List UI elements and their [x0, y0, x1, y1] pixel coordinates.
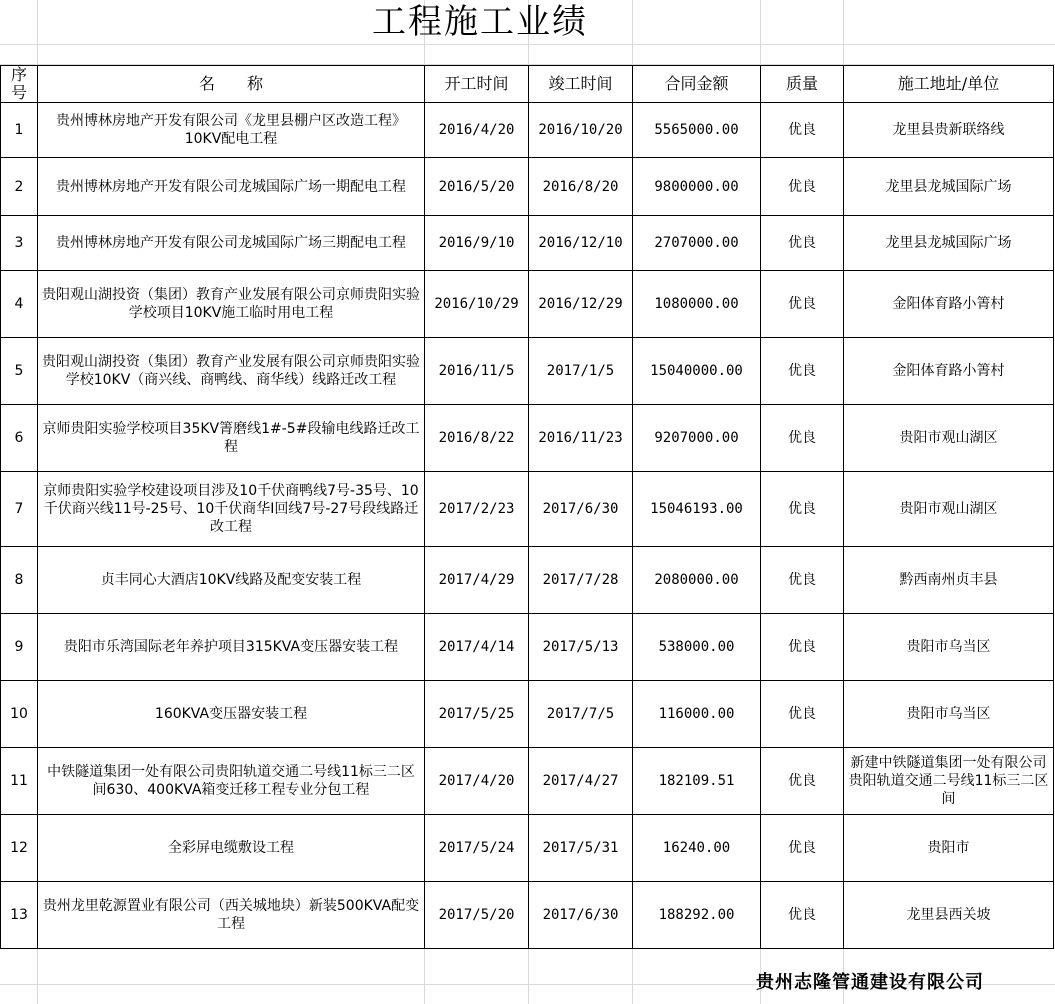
cell-name: 160KVA变压器安装工程: [38, 681, 425, 748]
cell-quality: 优良: [761, 103, 844, 158]
cell-amount: 15046193.00: [633, 472, 761, 547]
header-row: [1, 66, 1054, 103]
header-amount: 合同金额: [633, 66, 761, 103]
cell-location: 龙里县西关坡: [844, 882, 1054, 949]
table-row: [1, 271, 1054, 338]
cell-start: 2017/4/14: [425, 614, 529, 681]
cell-location: 贵阳市观山湖区: [844, 405, 1054, 472]
cell-no: 1: [1, 103, 38, 158]
table-row: [1, 103, 1054, 158]
cell-no: 3: [1, 216, 38, 271]
cell-location: 金阳体育路小箐村: [844, 271, 1054, 338]
cell-end: 2016/12/10: [529, 216, 633, 271]
table-row: [1, 405, 1054, 472]
table-row: [1, 547, 1054, 614]
cell-quality: 优良: [761, 405, 844, 472]
header-name: 名 称: [38, 66, 425, 103]
cell-name: 贵州龙里乾源置业有限公司（西关城地块）新装500KVA配变工程: [38, 882, 425, 949]
table-row: [1, 882, 1054, 949]
cell-quality: 优良: [761, 216, 844, 271]
cell-no: 10: [1, 681, 38, 748]
cell-location: 新建中铁隧道集团一处有限公司贵阳轨道交通二号线11标三二区间: [844, 748, 1054, 815]
cell-start: 2017/2/23: [425, 472, 529, 547]
company-signature: 贵州志隆管通建设有限公司: [756, 972, 984, 993]
header-quality: 质量: [761, 66, 844, 103]
cell-start: 2017/4/20: [425, 748, 529, 815]
header-no: 序号: [1, 66, 38, 103]
cell-quality: 优良: [761, 748, 844, 815]
cell-location: 贵阳市乌当区: [844, 614, 1054, 681]
cell-no: 6: [1, 405, 38, 472]
header-location: 施工地址/单位: [844, 66, 1054, 103]
table-row: [1, 158, 1054, 216]
cell-no: 4: [1, 271, 38, 338]
cell-no: 7: [1, 472, 38, 547]
cell-name: 贞丰同心大酒店10KV线路及配变安装工程: [38, 547, 425, 614]
cell-end: 2017/6/30: [529, 472, 633, 547]
cell-name: 全彩屏电缆敷设工程: [38, 815, 425, 882]
cell-amount: 9800000.00: [633, 158, 761, 216]
table-row: [1, 216, 1054, 271]
cell-end: 2017/4/27: [529, 748, 633, 815]
cell-end: 2016/11/23: [529, 405, 633, 472]
cell-name: 贵州博林房地产开发有限公司《龙里县棚户区改造工程》10KV配电工程: [38, 103, 425, 158]
cell-amount: 1080000.00: [633, 271, 761, 338]
cell-quality: 优良: [761, 158, 844, 216]
cell-location: 贵阳市乌当区: [844, 681, 1054, 748]
cell-quality: 优良: [761, 338, 844, 405]
table-row: [1, 748, 1054, 815]
cell-end: 2017/1/5: [529, 338, 633, 405]
cell-quality: 优良: [761, 815, 844, 882]
cell-end: 2016/8/20: [529, 158, 633, 216]
cell-quality: 优良: [761, 614, 844, 681]
cell-end: 2017/6/30: [529, 882, 633, 949]
page-title: 工程施工业绩: [372, 2, 588, 42]
cell-location: 龙里县贵新联络线: [844, 103, 1054, 158]
cell-start: 2017/4/29: [425, 547, 529, 614]
cell-amount: 2080000.00: [633, 547, 761, 614]
cell-amount: 2707000.00: [633, 216, 761, 271]
cell-start: 2017/5/24: [425, 815, 529, 882]
table-row: [1, 815, 1054, 882]
cell-location: 贵阳市: [844, 815, 1054, 882]
cell-location: 贵阳市观山湖区: [844, 472, 1054, 547]
cell-no: 2: [1, 158, 38, 216]
cell-start: 2016/5/20: [425, 158, 529, 216]
cell-no: 8: [1, 547, 38, 614]
cell-end: 2017/5/13: [529, 614, 633, 681]
cell-amount: 182109.51: [633, 748, 761, 815]
cell-name: 中铁隧道集团一处有限公司贵阳轨道交通二号线11标三二区间630、400KVA箱变迁移工程专业分包工程: [38, 748, 425, 815]
cell-location: 金阳体育路小箐村: [844, 338, 1054, 405]
cell-quality: 优良: [761, 472, 844, 547]
cell-amount: 5565000.00: [633, 103, 761, 158]
cell-start: 2017/5/25: [425, 681, 529, 748]
cell-amount: 15040000.00: [633, 338, 761, 405]
cell-start: 2016/4/20: [425, 103, 529, 158]
header-end: 竣工时间: [529, 66, 633, 103]
cell-location: 黔西南州贞丰县: [844, 547, 1054, 614]
performance-table: [0, 65, 1054, 949]
cell-name: 京师贵阳实验学校项目35KV箐磨线1#-5#段输电线路迁改工程: [38, 405, 425, 472]
cell-quality: 优良: [761, 271, 844, 338]
cell-name: 贵阳观山湖投资（集团）教育产业发展有限公司京师贵阳实验学校项目10KV施工临时用电工程: [38, 271, 425, 338]
grid-line: [0, 44, 1055, 45]
cell-end: 2016/10/20: [529, 103, 633, 158]
cell-amount: 538000.00: [633, 614, 761, 681]
cell-start: 2017/5/20: [425, 882, 529, 949]
cell-start: 2016/9/10: [425, 216, 529, 271]
table-row: [1, 614, 1054, 681]
cell-name: 贵州博林房地产开发有限公司龙城国际广场一期配电工程: [38, 158, 425, 216]
cell-quality: 优良: [761, 681, 844, 748]
cell-end: 2017/7/5: [529, 681, 633, 748]
table-row: [1, 681, 1054, 748]
cell-amount: 116000.00: [633, 681, 761, 748]
cell-end: 2017/7/28: [529, 547, 633, 614]
cell-start: 2016/10/29: [425, 271, 529, 338]
cell-no: 5: [1, 338, 38, 405]
cell-amount: 9207000.00: [633, 405, 761, 472]
cell-end: 2017/5/31: [529, 815, 633, 882]
cell-no: 12: [1, 815, 38, 882]
cell-no: 9: [1, 614, 38, 681]
cell-quality: 优良: [761, 547, 844, 614]
cell-start: 2016/8/22: [425, 405, 529, 472]
cell-name: 贵阳观山湖投资（集团）教育产业发展有限公司京师贵阳实验学校10KV（商兴线、商鸭线、商华线）线路迁改工程: [38, 338, 425, 405]
table-row: [1, 472, 1054, 547]
cell-no: 13: [1, 882, 38, 949]
cell-location: 龙里县龙城国际广场: [844, 216, 1054, 271]
cell-name: 贵阳市乐湾国际老年养护项目315KVA变压器安装工程: [38, 614, 425, 681]
cell-end: 2016/12/29: [529, 271, 633, 338]
cell-name: 贵州博林房地产开发有限公司龙城国际广场三期配电工程: [38, 216, 425, 271]
header-start: 开工时间: [425, 66, 529, 103]
cell-start: 2016/11/5: [425, 338, 529, 405]
cell-no: 11: [1, 748, 38, 815]
cell-name: 京师贵阳实验学校建设项目涉及10千伏商鸭线7号-35号、10千伏商兴线11号-25号、10千伏商华I回线7号-27号段线路迁改工程: [38, 472, 425, 547]
cell-amount: 16240.00: [633, 815, 761, 882]
cell-location: 龙里县龙城国际广场: [844, 158, 1054, 216]
table-row: [1, 338, 1054, 405]
cell-quality: 优良: [761, 882, 844, 949]
cell-amount: 188292.00: [633, 882, 761, 949]
